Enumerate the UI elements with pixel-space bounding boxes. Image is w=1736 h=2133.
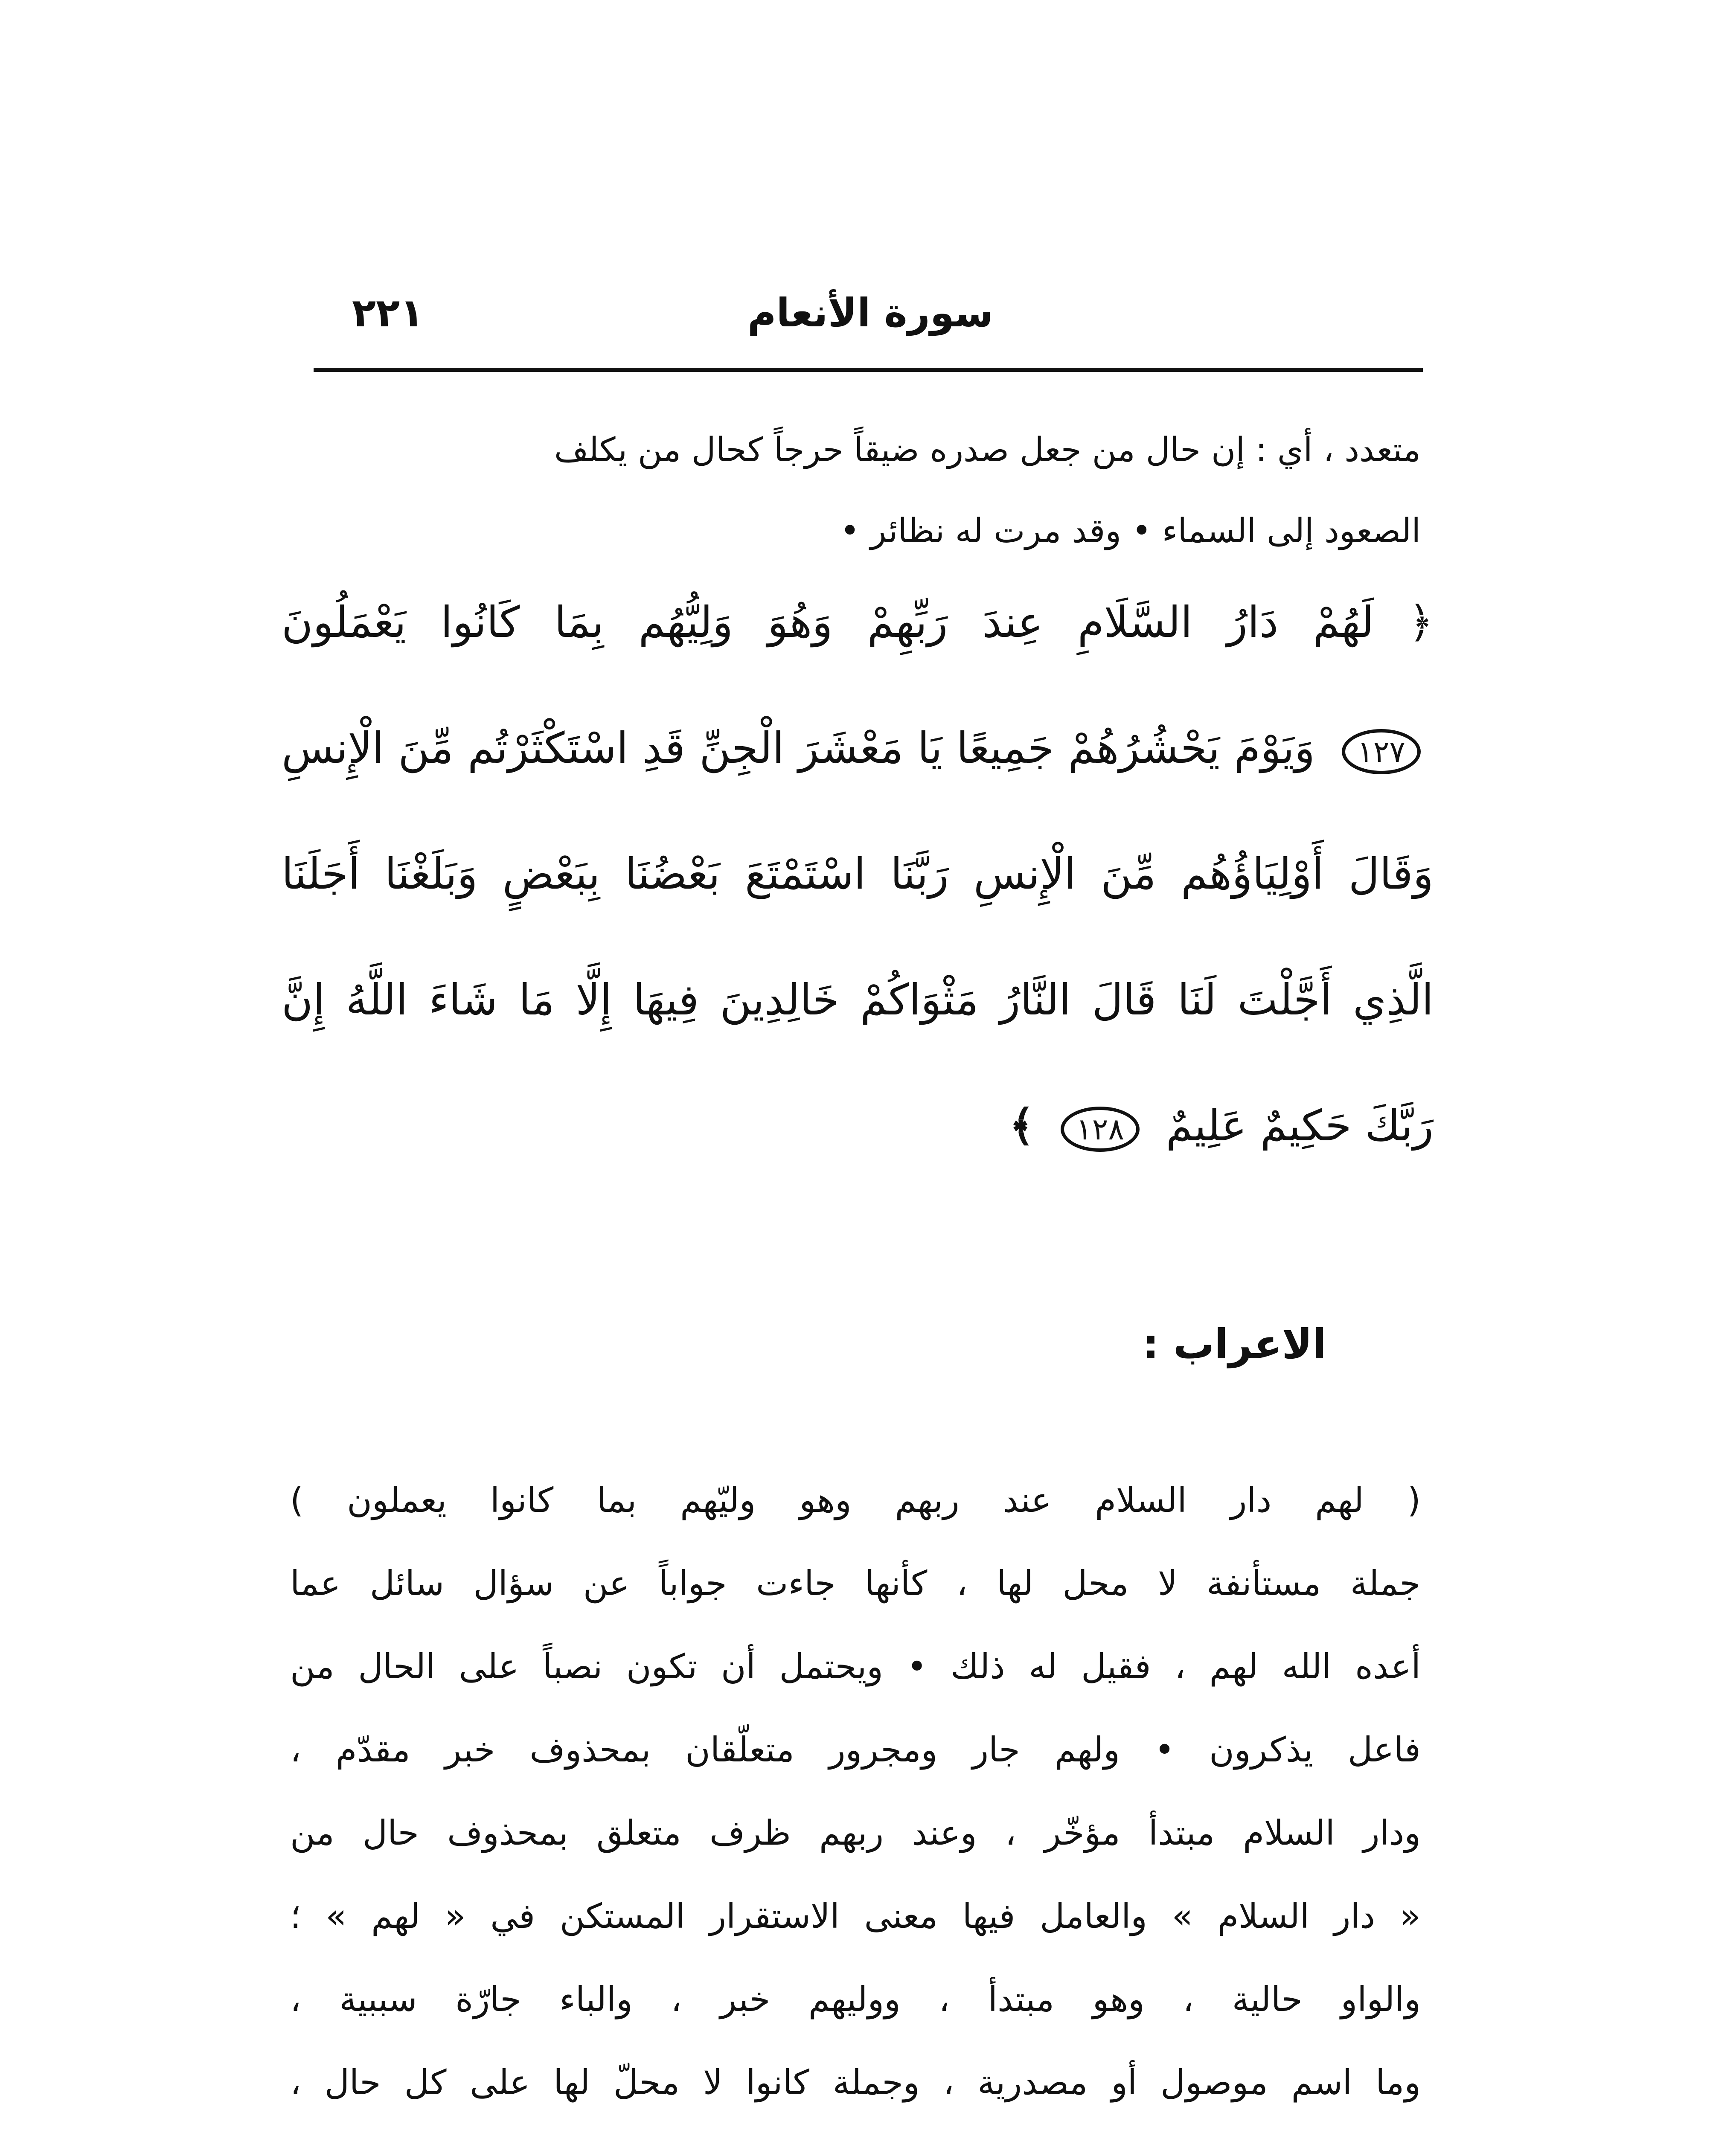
header-divider [314, 368, 1423, 372]
verse-line [282, 849, 1434, 899]
ayah-number-marker: ١٢٧ [1342, 729, 1421, 774]
closing-bracket: ﴾ [1009, 1101, 1035, 1151]
verse-line [282, 723, 1434, 774]
verse-line [282, 597, 1434, 647]
verse-text: رَبَّكَ حَكِيمٌ عَلِيمٌ [1166, 1101, 1434, 1151]
verse-text: وَقَالَ أَوْلِيَاؤُهُم مِّنَ الْإِنسِ رَبَّنَا اسْتَمْتَعَ بَعْضُنَا بِبَعْضٍ وَبَلَغْنَا أَجَلَنَا [282, 849, 1434, 899]
intro-line: الصعود إلى السماء • وقد مرت له نظائر • [840, 512, 1421, 550]
ayah-number-marker: ١٢٨ [1061, 1107, 1140, 1152]
irab-line: جملة مستأنفة لا محل لها ، كأنها جاءت جواباً عن سؤال سائل عما [290, 1563, 1421, 1603]
irab-line: وما اسم موصول أو مصدرية ، وجملة كانوا لا محلّ لها على كل حال ، [290, 2063, 1421, 2102]
irab-line: فاعل يذكرون • ولهم جار ومجرور متعلّقان بمحذوف خبر مقدّم ، [290, 1730, 1421, 1770]
section-heading: الاعراب : [1143, 1320, 1326, 1368]
irab-line: « دار السلام » والعامل فيها معنى الاستقرار المستكن في « لهم » ؛ [290, 1896, 1421, 1936]
intro-line: متعدد ، أي : إن حال من جعل صدره ضيقاً حرجاً كحال من يكلف [554, 431, 1421, 469]
verse-text: ﴿ لَهُمْ دَارُ السَّلَامِ عِندَ رَبِّهِمْ وَهُوَ وَلِيُّهُم بِمَا كَانُوا يَعْمَلُونَ [282, 597, 1434, 647]
verse-line [282, 1101, 1434, 1152]
surah-title: سورة الأنعام [747, 290, 993, 336]
irab-line: ودار السلام مبتدأ مؤخّر ، وعند ربهم ظرف متعلق بمحذوف حال من [290, 1813, 1421, 1853]
verse-text: الَّذِي أَجَّلْتَ لَنَا قَالَ النَّارُ مَثْوَاكُمْ خَالِدِينَ فِيهَا إِلَّا مَا شَاءَ اللَّهُ إِنَّ [282, 975, 1434, 1025]
verse-text: وَيَوْمَ يَحْشُرُهُمْ جَمِيعًا يَا مَعْشَرَ الْجِنِّ قَدِ اسْتَكْثَرْتُم مِّنَ الْإِنسِ [282, 723, 1315, 773]
irab-line: والواو حالية ، وهو مبتدأ ، ووليهم خبر ، والباء جارّة سببية ، [290, 1979, 1421, 2019]
page-header [311, 282, 1429, 354]
irab-line: أعده الله لهم ، فقيل له ذلك • ويحتمل أن تكون نصباً على الحال من [290, 1647, 1421, 1686]
intro-paragraph [290, 410, 1421, 572]
irab-line: ( لهم دار السلام عند ربهم وهو وليّهم بما كانوا يعملون ) [290, 1480, 1421, 1520]
page-number: ٢٢١ [352, 290, 424, 336]
verse-line [282, 975, 1434, 1025]
